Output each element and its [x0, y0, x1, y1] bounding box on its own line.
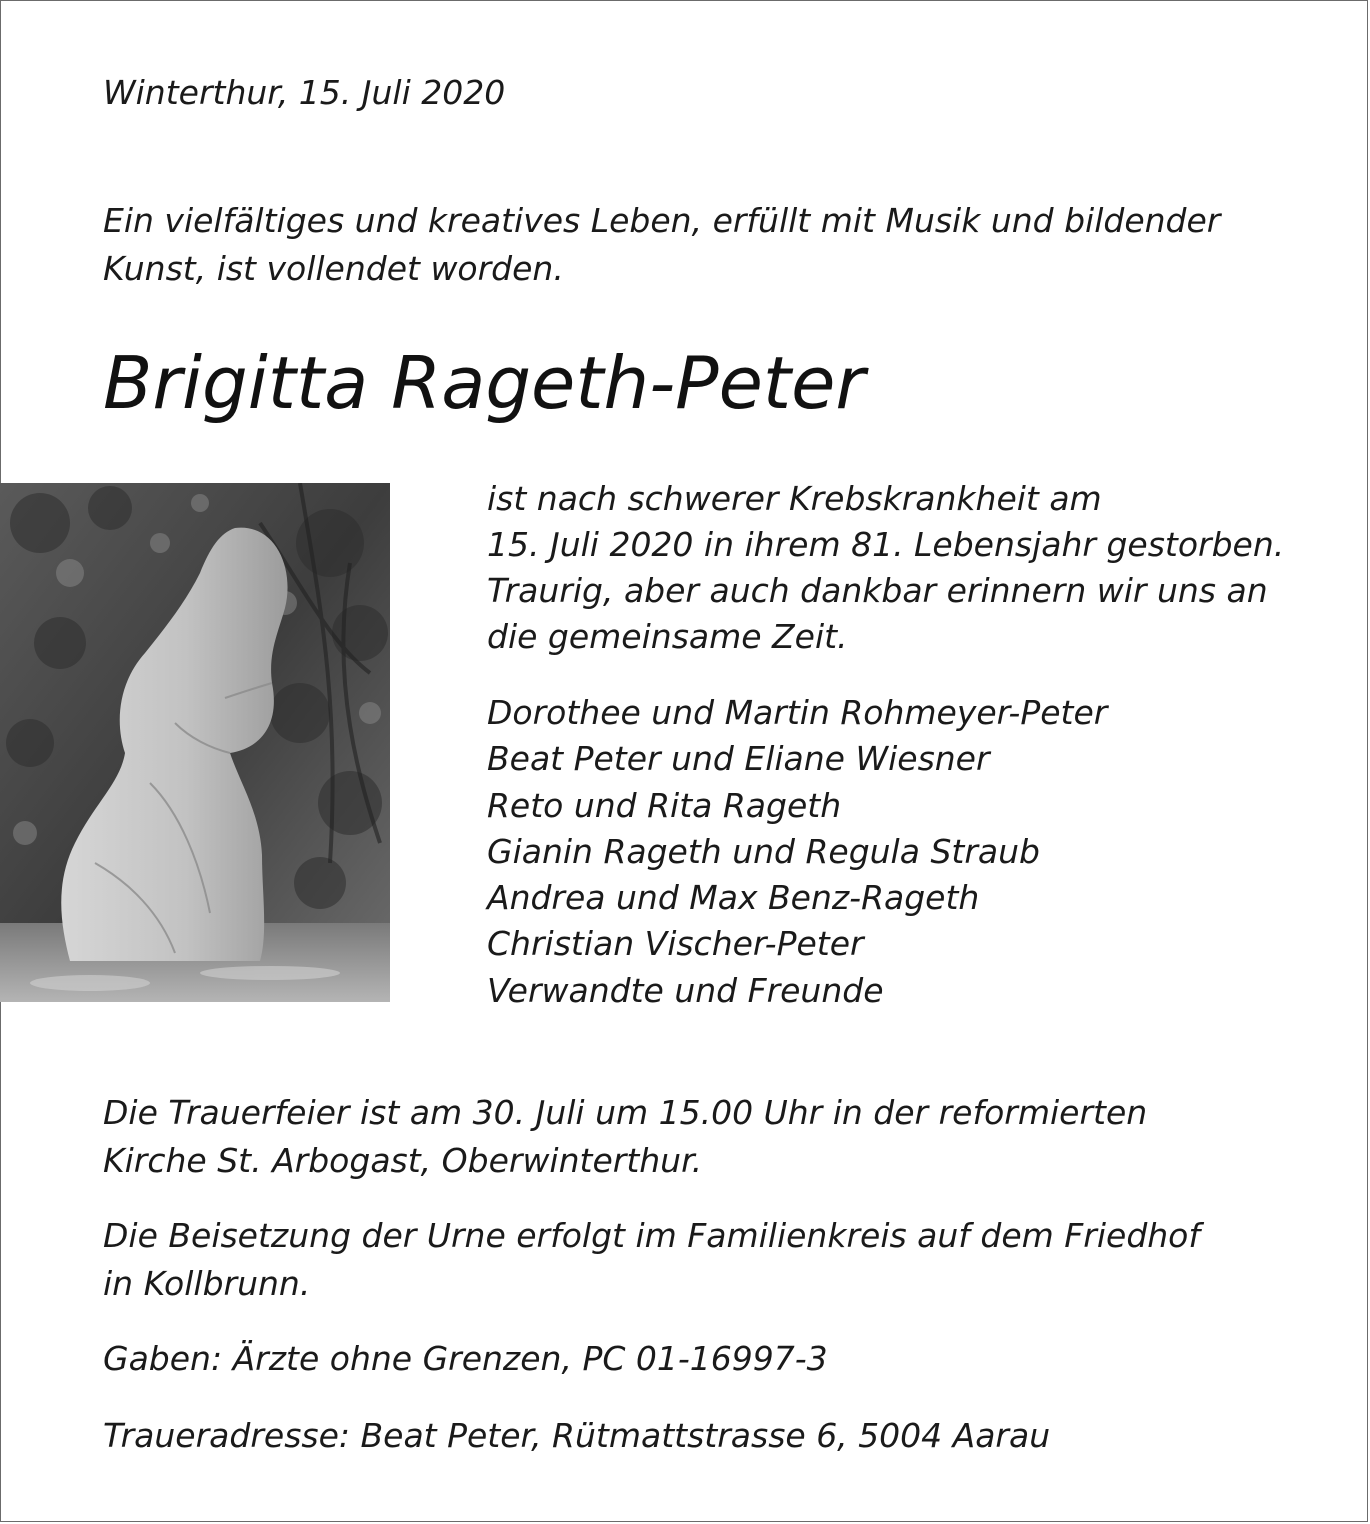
relative-item: Gianin Rageth und Regula Straub [487, 831, 1040, 871]
deceased-name: Brigitta Rageth-Peter [103, 341, 866, 425]
service-line-2: Kirche St. Arbogast, Oberwinterthur. [103, 1141, 703, 1180]
burial-line-1: Die Beisetzung der Urne erfolgt im Familienkreis auf dem Friedhof [103, 1216, 1200, 1255]
relative-item: Beat Peter und Eliane Wiesner [487, 739, 990, 779]
announcement-line-2: 15. Juli 2020 in ihrem 81. Lebensjahr gestorben. [487, 525, 1285, 564]
relative-item: Dorothee und Martin Rohmeyer-Peter [487, 693, 1108, 732]
service-line-1: Die Trauerfeier ist am 30. Juli um 15.00 Uhr in der reformierten [103, 1093, 1148, 1132]
announcement-line-3: Traurig, aber auch dankbar erinnern wir uns an [487, 571, 1268, 610]
donations-info: Gaben: Ärzte ohne Grenzen, PC 01-16997-3 [103, 1339, 828, 1378]
intro-line-2: Kunst, ist vollendet worden. [103, 249, 564, 288]
burial-line-2: in Kollbrunn. [103, 1264, 311, 1303]
announcement-line-1: ist nach schwerer Krebskrankheit am [487, 479, 1102, 518]
sculpture-photo [0, 483, 390, 1002]
intro-line-1: Ein vielfältiges und kreatives Leben, erfüllt mit Musik und bildender [103, 201, 1221, 240]
relative-item: Andrea und Max Benz-Rageth [487, 878, 980, 918]
place-date: Winterthur, 15. Juli 2020 [103, 73, 506, 112]
relative-item: Verwandte und Freunde [487, 970, 884, 1010]
announcement-line-4: die gemeinsame Zeit. [487, 617, 848, 656]
relative-item: Christian Vischer-Peter [487, 924, 864, 964]
relative-item: Reto und Rita Rageth [487, 785, 842, 825]
relatives-list [487, 690, 1107, 1014]
mourning-address: Traueradresse: Beat Peter, Rütmattstrasse 6, 5004 Aarau [103, 1416, 1051, 1455]
